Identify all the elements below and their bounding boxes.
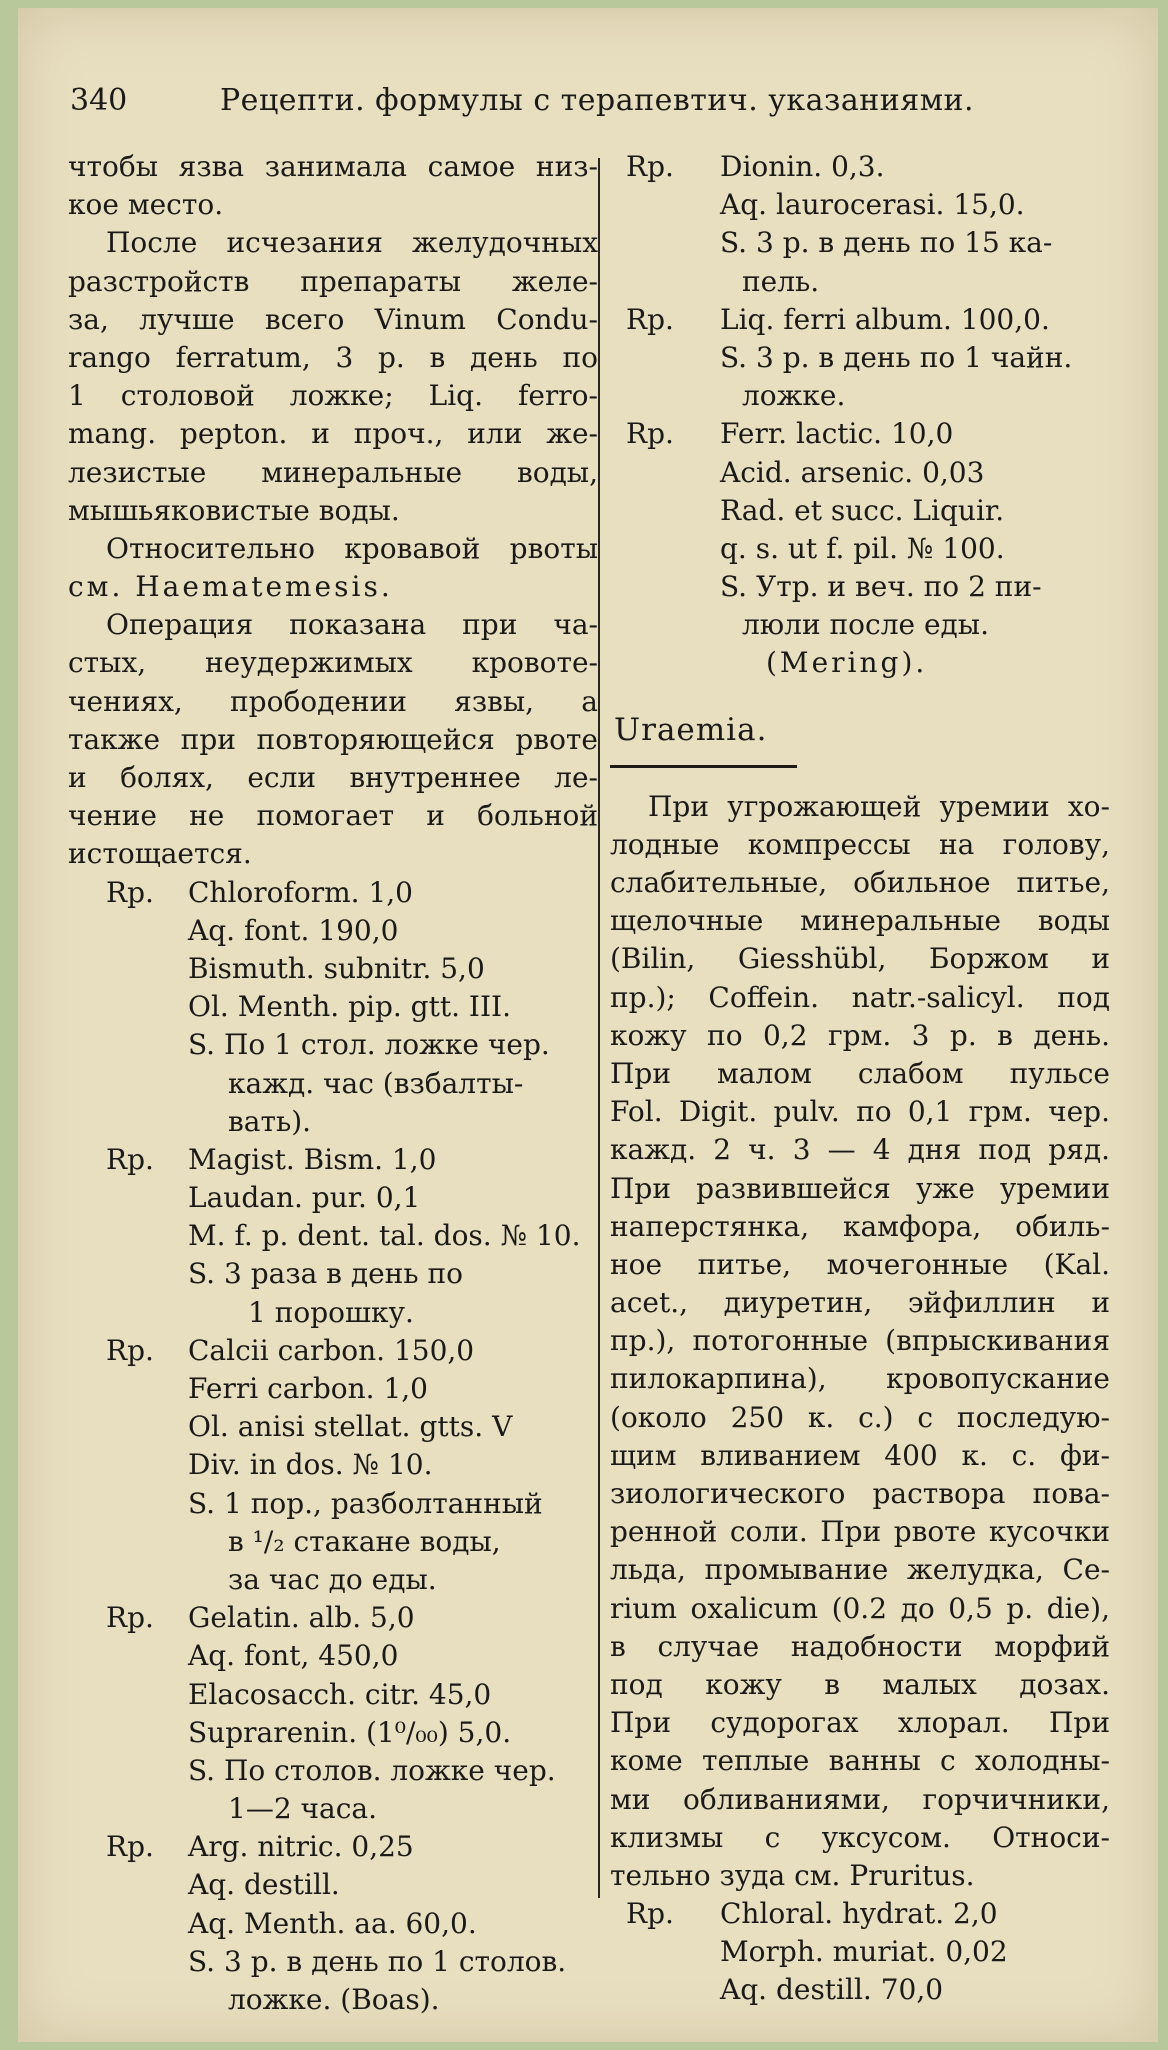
text-line: под кожу в малых дозах. [610,1667,1110,1701]
prescription-ingredient: Morph. muriat. 0,02 [720,1935,1008,1969]
text-line: При малом слабом пульсе [610,1056,1110,1090]
text-line: в случае надобности морфий [610,1629,1110,1663]
prescription-ingredient: Dionin. 0,3. [720,150,885,183]
prescription-ingredient: Aq. font, 450,0 [188,1639,399,1673]
prescription-ingredient: Chloroform. 1,0 [188,875,413,909]
text-line: ми обливаниями, горчичники, [610,1782,1110,1816]
prescription-signa: 1—2 часа. [228,1792,378,1826]
prescription-ingredient: Chloral. hydrat. 2,0 [720,1897,998,1931]
text-line: кое место. [68,188,224,222]
text-line: чтобы язва занимала самое низ- [68,150,598,183]
text-line: При судорогах хлорал. При [610,1706,1110,1740]
prescription-ingredient: Aq. font. 190,0 [188,913,399,947]
prescription-ingredient: Magist. Bism. 1,0 [188,1142,437,1176]
text-line: mang. pepton. и проч., или же- [68,417,598,451]
rp-mark: Rp. [106,1830,154,1864]
text-line: ное питье, мочегонные (Kal. [610,1247,1110,1281]
prescription-ingredient: Gelatin. alb. 5,0 [188,1601,415,1635]
rp-mark: Rp. [626,302,674,336]
text-line: ренной соли. При рвоте кусочки [610,1515,1110,1549]
text-line: лодные компрессы на голову, [610,827,1110,861]
text-line: зиологического раствора пова- [610,1477,1110,1510]
prescription-ingredient: Ol. Menth. pip. gtt. III. [188,990,511,1024]
text-line: щелочные минеральные воды [610,904,1110,938]
prescription-line [610,148,1110,186]
prescription-ingredient: Calcii carbon. 150,0 [188,1333,475,1367]
text-line: щим вливанием 400 к. с. фи- [610,1438,1110,1472]
prescription-ingredient: Rad. et succ. Liquir. [720,493,1005,527]
text-line: 1 столовой ложке; Liq. ferro- [68,379,598,413]
text-line: наперстянка, камфора, обиль- [610,1209,1110,1243]
prescription-signa: S. 3 р. в день по 1 столов. [188,1944,567,1978]
prescription-ingredient: Acid. arsenic. 0,03 [720,455,985,489]
rp-mark: Rp. [626,417,674,451]
prescription-ingredient: Aq. Menth. aa. 60,0. [188,1906,477,1940]
rp-mark: Rp. [106,1333,154,1367]
text-line: чение не помогает и больной [68,799,598,833]
text-line: коме теплые ванны с холодны- [610,1744,1110,1778]
page-number: 340 [70,83,128,118]
prescription-ingredient: Aq. destill. [188,1868,340,1902]
prescription-signa: за час до еды. [228,1562,437,1596]
prescription-signa: S. По 1 стол. ложке чер. [188,1028,550,1062]
prescription-signa: вать). [228,1104,312,1138]
prescription-ingredient: Div. in dos. № 10. [188,1448,433,1482]
text-line: лезистые минеральные воды, [68,455,598,489]
text-line: льда, промывание желудка, Ce- [610,1553,1110,1587]
prescription-ingredient: Bismuth. subnitr. 5,0 [188,951,485,985]
text-line: слабительные, обильное питье, [610,866,1110,899]
text-line: При развившейся уже уремии [610,1171,1110,1205]
prescription-line [68,1141,598,1179]
cross-reference: см. Haematemesis. [68,570,393,604]
section-heading: Uraemia. [610,695,797,768]
uraemia-paragraph [610,788,1110,1895]
rp-mark: Rp. [106,875,154,909]
text-line: разстройств препараты желе- [68,264,598,298]
rp-mark: Rp. [626,150,674,183]
left-column [68,148,598,2019]
prescription-signa: в ¹/₂ стакане воды, [228,1524,501,1558]
prescription-signa: S. 3 р. в день по 1 чайн. [720,340,1073,374]
prescription-ingredient: q. s. ut f. pil. № 100. [720,531,1005,565]
text-line: мышьяковистые воды. [68,493,400,527]
text-line: пр.); Coffein. natr.-salicyl. под [610,980,1110,1014]
prescription-signa: пель. [742,264,820,298]
text-line: Относительно кровавой рвоты [106,531,598,565]
text-line: также при повторяющейся рвоте [68,722,598,756]
text-line: Fol. Digit. pulv. по 0,1 грм. чер. [610,1095,1110,1129]
text-line: При угрожающей уремии хо- [648,789,1110,823]
prescription-line [68,874,598,912]
prescription-ingredient: Ol. anisi stellat. gtts. V [188,1410,513,1444]
prescription-signa: S. 1 пор., разболтанный [188,1486,543,1520]
prescription-signa: ложке. (Boas). [228,1983,440,2016]
text-line: клизмы с уксусом. Относи- [610,1820,1110,1854]
text-line: кожу по 0,2 грм. 3 р. в день. [610,1018,1110,1052]
text-line: Операция показана при ча- [106,608,598,642]
prescription-ingredient: Aq. laurocerasi. 15,0. [720,188,1025,222]
text-line: и болях, если внутреннее ле- [68,761,598,794]
prescription-signa: люли после еды. [742,608,989,642]
text-line: тельно зуда см. Pruritus. [610,1858,975,1892]
prescription-ingredient: Arg. nitric. 0,25 [188,1830,414,1864]
text-line: истощается. [68,837,252,871]
page-header [70,76,1110,126]
text-line: пилокарпина), кровопускание [610,1362,1110,1396]
prescription-author: (Mering). [766,646,928,680]
prescription-ingredient: Suprarenin. (1⁰/₀₀) 5,0. [188,1715,512,1749]
text-line: (около 250 к. с.) с последую- [610,1400,1110,1434]
text-line: кажд. 2 ч. 3 — 4 дня под ряд. [610,1133,1110,1167]
prescription-line [68,1599,598,1637]
book-page [18,8,1158,2042]
prescription-signa: S. 3 раза в день по [188,1257,463,1291]
text-line: стых, неудержимых кровоте- [68,646,598,680]
prescription-line [610,1895,1110,1933]
text-line: за, лучше всего Vinum Condu- [68,302,598,336]
column-divider [598,158,600,1898]
prescription-ingredient: Ferri carbon. 1,0 [188,1372,428,1405]
prescription-signa: S. 3 р. в день по 15 ка- [720,226,1053,260]
prescription-signa: кажд. час (взбалты- [228,1066,524,1100]
prescription-signa: ложке. [742,379,846,413]
prescription-line [610,301,1110,339]
prescription-ingredient: M. f. p. dent. tal. dos. № 10. [188,1219,581,1253]
prescription-signa: S. Утр. и веч. по 2 пи- [720,570,1042,604]
prescription-line [68,1332,598,1370]
right-column [610,148,1110,2010]
prescription-line [610,415,1110,453]
text-line: rango ferratum, 3 р. в день по [68,340,598,374]
text-line: (Bilin, Giesshübl, Боржом и [610,942,1110,976]
prescription-signa: 1 порошку. [248,1295,414,1329]
prescription-ingredient: Liq. ferri album. 100,0. [720,302,1050,336]
prescription-line [68,1828,598,1866]
running-title: Рецепти. формулы с терапевтич. указаниями. [220,83,975,118]
text-line: пр.), потогонные (впрыскивания [610,1324,1110,1358]
prescription-ingredient: Elacosacch. citr. 45,0 [188,1677,492,1711]
text-line: acet., диуретин, эйфиллин и [610,1286,1110,1320]
prescription-ingredient: Laudan. pur. 0,1 [188,1181,421,1215]
rp-mark: Rp. [106,1601,154,1635]
rp-mark: Rp. [106,1142,154,1176]
prescription-ingredient: Aq. destill. 70,0 [720,1973,944,2007]
text-line: rium oxalicum (0.2 до 0,5 р. die), [610,1591,1110,1625]
prescription-signa: S. По столов. ложке чер. [188,1753,556,1787]
prescription-ingredient: Ferr. lactic. 10,0 [720,417,954,451]
text-line: чениях, прободении язвы, а [68,684,598,718]
rp-mark: Rp. [626,1897,674,1931]
text-line: После исчезания желудочных [106,226,598,260]
